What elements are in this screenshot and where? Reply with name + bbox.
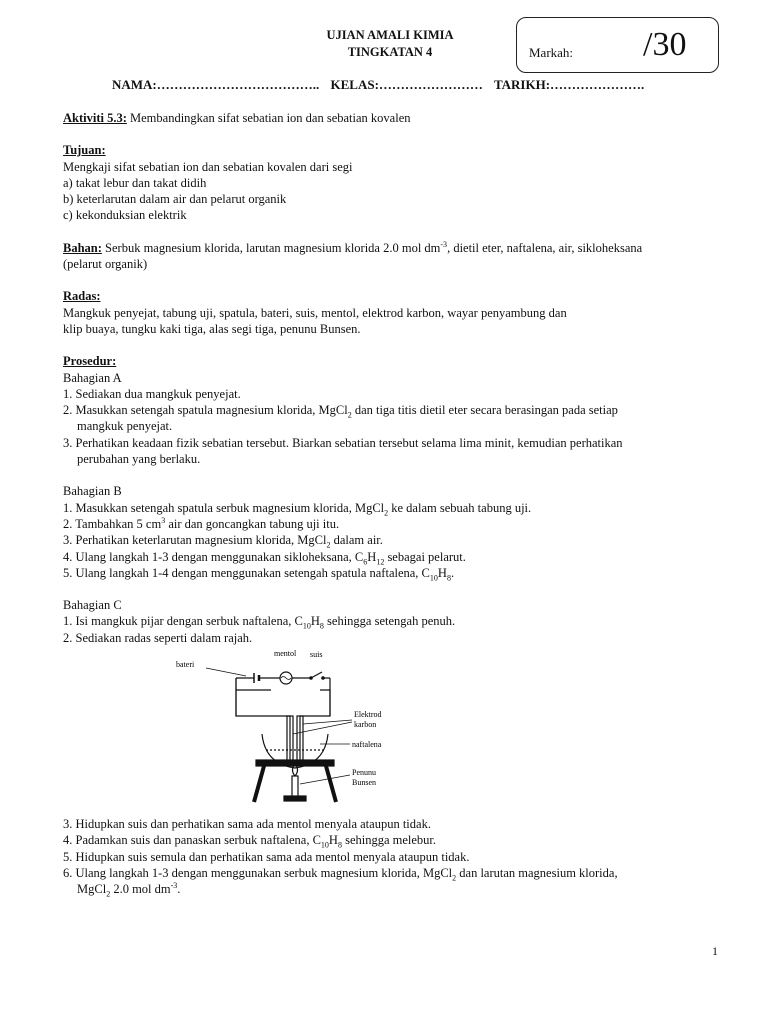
step: 5. Hidupkan suis semula dan perhatikan sama ada mentol menyala ataupun tidak.	[63, 849, 470, 864]
apparatus-diagram	[170, 642, 410, 812]
superscript: -3	[170, 881, 178, 891]
radas-line: klip buaya, tungku kaki tiga, alas segi tiga, penunu Bunsen.	[63, 321, 361, 336]
step-text: H	[328, 833, 338, 848]
step-text: 5. Ulang langkah 1-4 dengan menggunakan setengah spatula naftalena, C	[63, 565, 430, 580]
step-text: H	[437, 565, 447, 580]
student-info-line	[112, 77, 652, 93]
bahan-heading: Bahan:	[63, 240, 102, 255]
step-text: sehingga melebur.	[341, 833, 437, 848]
subscript: 2	[326, 540, 331, 550]
label-penunu: Penunu	[352, 768, 376, 777]
step: 2. Sediakan radas seperti dalam rajah.	[63, 630, 253, 645]
step-text: 6. Ulang langkah 1-3 dengan menggunakan serbuk magnesium klorida, MgCl	[63, 865, 453, 880]
mark-label: Markah:	[529, 45, 574, 60]
bahan-text: , dietil eter, naftalena, air, sikloheksana	[447, 240, 643, 255]
radas-line: Mangkuk penyejat, tabung uji, spatula, bateri, suis, mentol, elektrod karbon, wayar penyambung dan	[63, 305, 567, 320]
step: 3. Perhatikan keadaan fizik sebatian tersebut. Biarkan sebatian tersebut selama lima minit, kemudian perhatikan	[63, 435, 623, 450]
bahan-text: Serbuk magnesium klorida, larutan magnesium klorida 2.0 mol dm	[101, 240, 441, 255]
step-text: H	[367, 549, 377, 564]
subscript: 8	[446, 573, 451, 583]
step-cont: mangkuk penyejat.	[77, 419, 173, 434]
step-text: 4. Padamkan suis dan panaskan serbuk naftalena, C	[63, 833, 321, 848]
step-text: 2. Tambahkan 5 cm	[63, 516, 162, 531]
tujuan-line: Mengkaji sifat sebatian ion dan sebatian kovalen dari segi	[63, 159, 353, 174]
bahan-line	[63, 240, 723, 256]
wire-left	[236, 690, 290, 762]
page-number: 1	[712, 944, 718, 958]
subscript: 10	[302, 621, 311, 631]
step-text: ke dalam sebuah tabung uji.	[388, 500, 532, 515]
label-karbon: karbon	[354, 720, 377, 729]
step	[63, 613, 723, 629]
tujuan-line: a) takat lebur dan takat didih	[63, 175, 207, 190]
step-text: 3. Perhatikan keterlarutan magnesium klorida, MgCl	[63, 533, 327, 548]
step-text: 2.0 mol dm	[110, 882, 171, 897]
subscript: 2	[347, 410, 352, 420]
step: 3. Hidupkan suis dan perhatikan sama ada mentol menyala ataupun tidak.	[63, 817, 431, 832]
step-text: dan tiga titis dietil eter secara berasingan pada setiap	[351, 403, 618, 418]
bahagian-a-title: Bahagian A	[63, 370, 122, 385]
step-text: 4. Ulang langkah 1-3 dengan menggunakan sikloheksana, C	[63, 549, 364, 564]
step-text: 1. Masukkan setengah spatula serbuk magnesium klorida, MgCl	[63, 500, 385, 515]
kelas-field[interactable]: KELAS:……………………	[330, 77, 483, 92]
step-text: air dan goncangkan tabung uji itu.	[165, 516, 340, 531]
form-level: TINGKATAN 4	[347, 45, 433, 59]
tujuan-heading: Tujuan:	[63, 143, 106, 158]
bunsen-burner	[292, 776, 298, 798]
subscript: 10	[320, 840, 329, 850]
step-text: H	[310, 614, 320, 629]
tujuan-line: b) keterlarutan dalam air dan pelarut organik	[63, 192, 287, 207]
subscript: 10	[429, 573, 438, 583]
radas-heading: Radas:	[63, 289, 101, 304]
subscript: 2	[452, 873, 457, 883]
tarikh-field[interactable]: TARIKH:………………….	[493, 77, 645, 92]
bahagian-c-title: Bahagian C	[63, 598, 122, 613]
step	[63, 532, 723, 548]
mark-total: /30	[643, 26, 687, 63]
step-text: 2. Masukkan setengah spatula magnesium klorida, MgCl	[63, 403, 348, 418]
prosedur-heading: Prosedur:	[63, 354, 117, 369]
subscript: 8	[337, 840, 342, 850]
step-text: .	[450, 565, 455, 580]
label-bateri: bateri	[176, 660, 195, 669]
label-mentol: mentol	[274, 649, 297, 658]
exam-title: UJIAN AMALI KIMIA	[326, 28, 454, 42]
step	[63, 865, 723, 881]
step	[63, 500, 723, 516]
subscript: 6	[363, 557, 368, 567]
nama-field[interactable]: NAMA:………………………………..	[112, 77, 320, 92]
activity-label: Aktiviti 5.3:	[63, 111, 127, 125]
step-cont: perubahan yang berlaku.	[77, 452, 201, 467]
label-naftalena: naftalena	[352, 740, 382, 749]
bahan-line-2: (pelarut organik)	[63, 257, 148, 272]
subscript: 8	[319, 621, 324, 631]
step-cont	[63, 881, 723, 897]
mark-box	[516, 17, 719, 73]
step-text: dan larutan magnesium klorida,	[456, 865, 618, 880]
label-suis: suis	[310, 650, 323, 659]
bahagian-b-title: Bahagian B	[63, 484, 122, 499]
wire-right	[300, 690, 330, 762]
activity-text: Membandingkan sifat sebatian ion dan sebatian kovalen	[126, 111, 411, 125]
bahan-sup: -3	[440, 239, 448, 249]
step-text: sehingga setengah penuh.	[323, 614, 456, 629]
step-text: sebagai pelarut.	[384, 549, 466, 564]
tripod-top	[256, 760, 334, 766]
label-bunsen: Bunsen	[352, 778, 376, 787]
step	[63, 549, 723, 565]
step-text: dalam air.	[330, 533, 383, 548]
step	[63, 832, 723, 848]
subscript: 12	[376, 557, 385, 567]
step	[63, 565, 723, 581]
label-elektrod: Elektrod	[354, 710, 382, 719]
step	[63, 516, 723, 532]
subscript: 2	[106, 889, 111, 899]
step-text: MgCl	[77, 882, 107, 897]
step-text: 1. Isi mangkuk pijar dengan serbuk naftalena, C	[63, 614, 303, 629]
step: 1. Sediakan dua mangkuk penyejat.	[63, 386, 241, 401]
tujuan-line: c) kekonduksian elektrik	[63, 208, 187, 223]
step-text: .	[177, 882, 181, 897]
activity-line	[63, 110, 723, 126]
subscript: 2	[384, 508, 389, 518]
step	[63, 402, 723, 418]
superscript: 3	[161, 515, 166, 525]
